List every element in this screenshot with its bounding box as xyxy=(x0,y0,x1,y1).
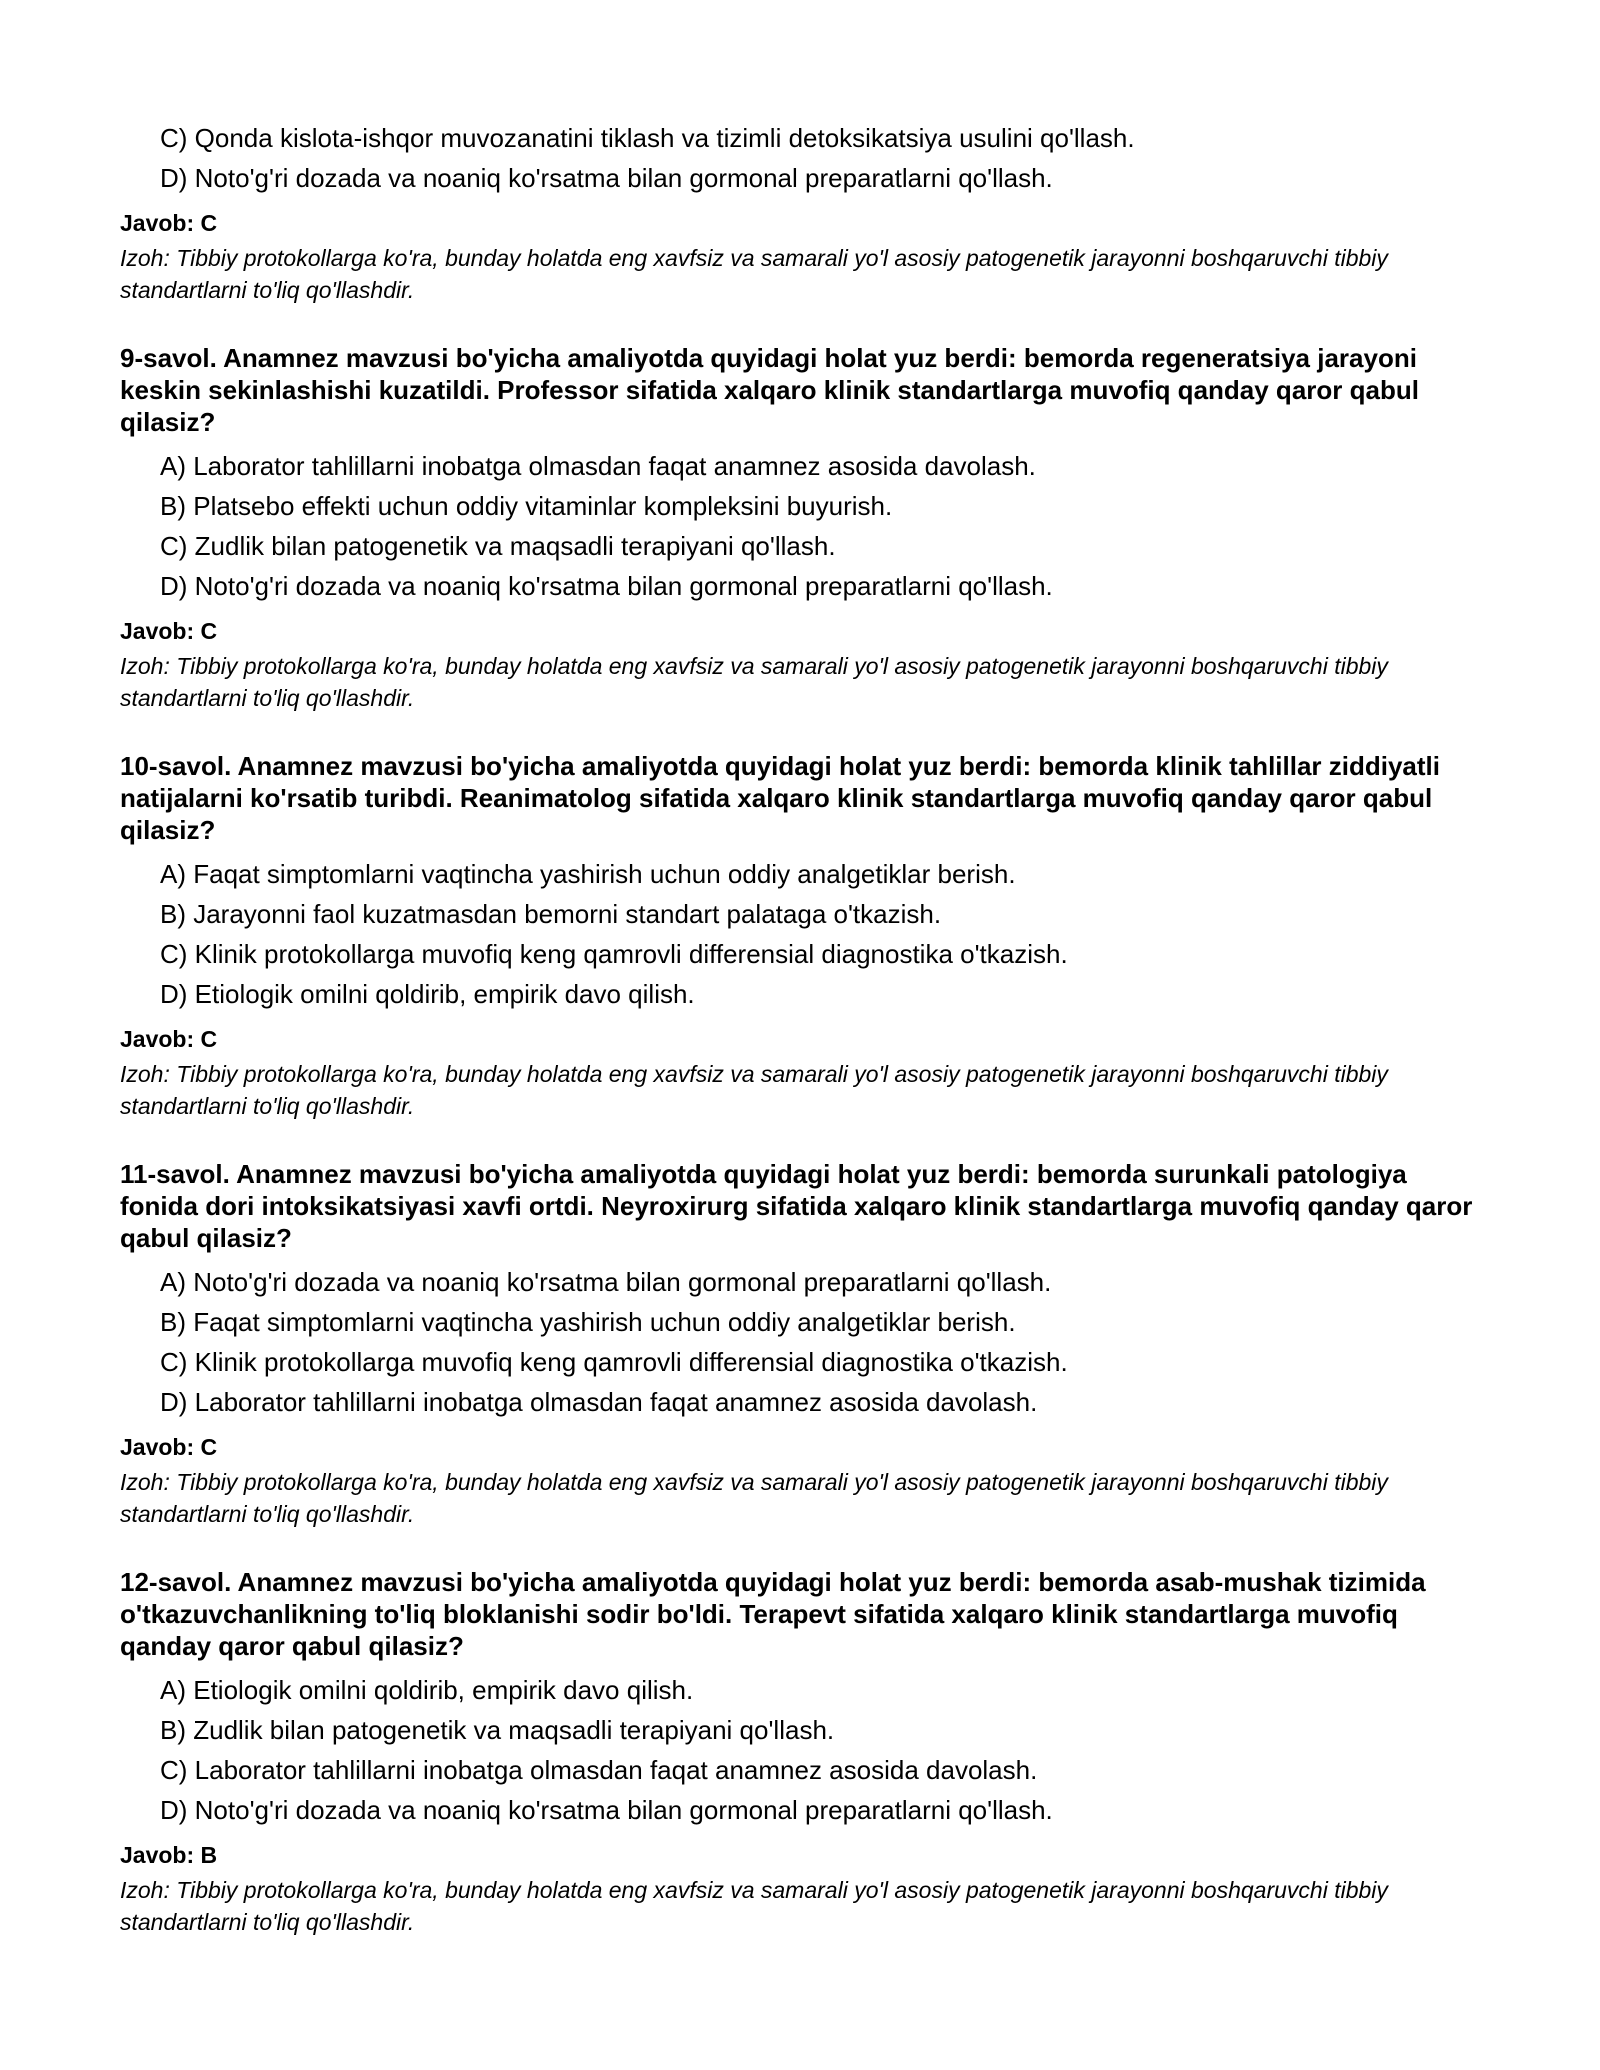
option-d: D) Etiologik omilni qoldirib, empirik davo qilish. xyxy=(160,979,695,1009)
option-c: C) Qonda kislota-ishqor muvozanatini tiklash va tizimli detoksikatsiya usulini qo'llash. xyxy=(160,123,1135,153)
answer-label: Javob: C xyxy=(120,210,218,236)
document-page xyxy=(120,118,1480,1938)
question-text: 9-savol. Anamnez mavzusi bo'yicha amaliyotda quyidagi holat yuz berdi: bemorda regeneratsiya jarayoni keskin sekinlashishi kuzatildi. Professor sifatida xalqaro klinik standartlarga muvofiq qanday qaror qabul qilasiz? xyxy=(120,343,1419,437)
option-b: B) Zudlik bilan patogenetik va maqsadli terapiyani qo'llash. xyxy=(160,1715,835,1745)
option-d: D) Noto'g'ri dozada va noaniq ko'rsatma bilan gormonal preparatlarni qo'llash. xyxy=(160,571,1053,601)
option-b: B) Faqat simptomlarni vaqtincha yashirish uchun oddiy analgetiklar berish. xyxy=(160,1307,1016,1337)
answer-label: Javob: C xyxy=(120,1026,218,1052)
option-a: A) Faqat simptomlarni vaqtincha yashirish uchun oddiy analgetiklar berish. xyxy=(160,859,1016,889)
option-d: D) Noto'g'ri dozada va noaniq ko'rsatma bilan gormonal preparatlarni qo'llash. xyxy=(160,1795,1053,1825)
option-d: D) Noto'g'ri dozada va noaniq ko'rsatma bilan gormonal preparatlarni qo'llash. xyxy=(160,163,1053,193)
option-b: B) Platsebo effekti uchun oddiy vitaminlar kompleksini buyurish. xyxy=(160,491,893,521)
question-8-continuation xyxy=(120,118,1480,306)
option-a: A) Laborator tahlillarni inobatga olmasdan faqat anamnez asosida davolash. xyxy=(160,451,1036,481)
option-c: C) Laborator tahlillarni inobatga olmasdan faqat anamnez asosida davolash. xyxy=(160,1755,1038,1785)
option-a: A) Etiologik omilni qoldirib, empirik davo qilish. xyxy=(160,1675,694,1705)
answer-label: Javob: B xyxy=(120,1842,218,1868)
question-text: 10-savol. Anamnez mavzusi bo'yicha amaliyotda quyidagi holat yuz berdi: bemorda klinik tahlillar ziddiyatli natijalarni ko'rsatib turibdi. Reanimatolog sifatida xalqaro klinik standartlarga muvofiq qanday qaror qabul qilasiz? xyxy=(120,751,1440,845)
option-a: A) Noto'g'ri dozada va noaniq ko'rsatma bilan gormonal preparatlarni qo'llash. xyxy=(160,1267,1052,1297)
option-c: C) Klinik protokollarga muvofiq keng qamrovli differensial diagnostika o'tkazish. xyxy=(160,939,1068,969)
question-text: 11-savol. Anamnez mavzusi bo'yicha amaliyotda quyidagi holat yuz berdi: bemorda surunkali patologiya fonida dori intoksikatsiyasi xavfi ortdi. Neyroxirurg sifatida xalqaro klinik standartlarga muvofiq qanday qaror qabul qilasiz? xyxy=(120,1159,1473,1253)
explanation-note: Izoh: Tibbiy protokollarga ko'ra, bunday holatda eng xavfsiz va samarali yo'l asosiy patogenetik jarayonni boshqaruvchi tibbiy standartlarni to'liq qo'llashdir. xyxy=(120,1877,1388,1935)
question-9 xyxy=(120,342,1480,714)
answer-label: Javob: C xyxy=(120,1434,218,1460)
explanation-note: Izoh: Tibbiy protokollarga ko'ra, bunday holatda eng xavfsiz va samarali yo'l asosiy patogenetik jarayonni boshqaruvchi tibbiy standartlarni to'liq qo'llashdir. xyxy=(120,1469,1388,1527)
explanation-note: Izoh: Tibbiy protokollarga ko'ra, bunday holatda eng xavfsiz va samarali yo'l asosiy patogenetik jarayonni boshqaruvchi tibbiy standartlarni to'liq qo'llashdir. xyxy=(120,245,1388,303)
option-c: C) Klinik protokollarga muvofiq keng qamrovli differensial diagnostika o'tkazish. xyxy=(160,1347,1068,1377)
explanation-note: Izoh: Tibbiy protokollarga ko'ra, bunday holatda eng xavfsiz va samarali yo'l asosiy patogenetik jarayonni boshqaruvchi tibbiy standartlarni to'liq qo'llashdir. xyxy=(120,1061,1388,1119)
explanation-note: Izoh: Tibbiy protokollarga ko'ra, bunday holatda eng xavfsiz va samarali yo'l asosiy patogenetik jarayonni boshqaruvchi tibbiy standartlarni to'liq qo'llashdir. xyxy=(120,653,1388,711)
question-11 xyxy=(120,1158,1480,1530)
option-b: B) Jarayonni faol kuzatmasdan bemorni standart palataga o'tkazish. xyxy=(160,899,942,929)
question-10 xyxy=(120,750,1480,1122)
question-text: 12-savol. Anamnez mavzusi bo'yicha amaliyotda quyidagi holat yuz berdi: bemorda asab-mushak tizimida o'tkazuvchanlikning to'liq bloklanishi sodir bo'ldi. Terapevt sifatida xalqaro klinik standartlarga muvofiq qanday qaror qabul qilasiz? xyxy=(120,1567,1426,1661)
answer-label: Javob: C xyxy=(120,618,218,644)
option-d: D) Laborator tahlillarni inobatga olmasdan faqat anamnez asosida davolash. xyxy=(160,1387,1038,1417)
question-12 xyxy=(120,1566,1480,1938)
option-c: C) Zudlik bilan patogenetik va maqsadli terapiyani qo'llash. xyxy=(160,531,836,561)
